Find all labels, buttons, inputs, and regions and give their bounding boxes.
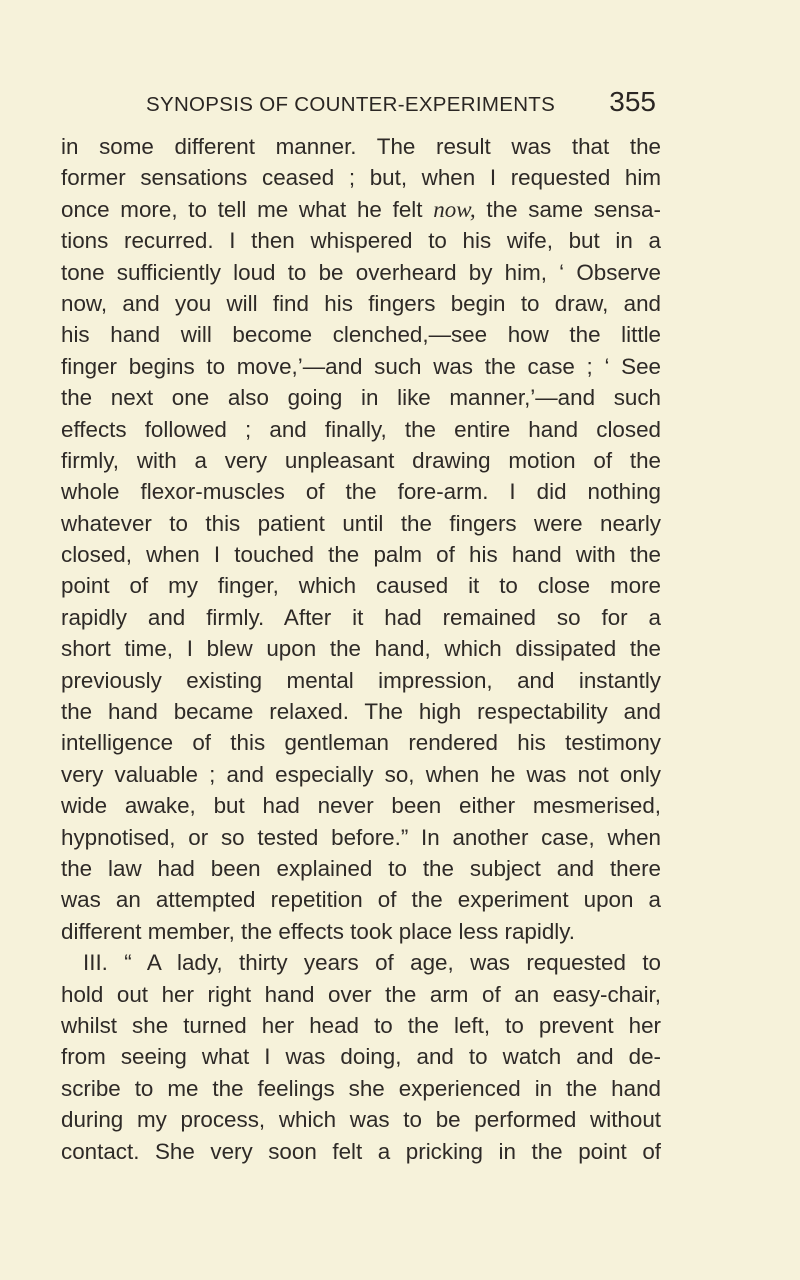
text-line: whole flexor-muscles of the fore-arm. I did nothing [61, 479, 661, 505]
text-line: hypnotised, or so tested before.” In another case, when [61, 824, 661, 850]
running-title: SYNOPSIS OF COUNTER-EXPERIMENTS [146, 93, 556, 116]
italic-emphasis: now, [433, 196, 476, 222]
text-line: intelligence of this gentleman rendered his testimony [61, 730, 661, 756]
text-line: contact. She very soon felt a pricking in the point of [61, 1138, 661, 1164]
text-line: the law had been explained to the subject and there [61, 855, 661, 881]
text-line: now, and you will find his fingers begin to draw, and [61, 290, 661, 316]
text-line: scribe to me the feelings she experienced in the hand [61, 1075, 661, 1101]
text-line: different member, the effects took place less rapidly. [61, 918, 576, 944]
text-line: previously existing mental impression, and instantly [61, 667, 661, 693]
body-text [61, 131, 661, 1167]
text-line: tions recurred. I then whispered to his wife, but in a [61, 228, 661, 254]
text-line: short time, I blew upon the hand, which dissipated the [61, 636, 661, 662]
text-line: point of my finger, which caused it to close more [61, 573, 661, 599]
text-line: the hand became relaxed. The high respectability and [61, 699, 661, 725]
text-line-start: once more, to tell me what he felt [61, 196, 423, 222]
text-line: during my process, which was to be performed without [61, 1107, 661, 1133]
text-line: whatever to this patient until the fingers were nearly [61, 510, 661, 536]
text-line: from seeing what I was doing, and to watch and de- [61, 1044, 661, 1070]
text-line: very valuable ; and especially so, when he was not only [61, 761, 661, 787]
text-line: the next one also going in like manner,’—and such [61, 385, 661, 411]
text-line: in some different manner. The result was that the [61, 134, 661, 159]
text-line: closed, when I touched the palm of his hand with the [61, 542, 661, 568]
text-line-section-start: III. “ A lady, thirty years of age, was requested to [83, 950, 661, 976]
page-number: 355 [609, 86, 656, 117]
running-head [146, 86, 656, 118]
text-line: effects followed ; and finally, the entire hand closed [61, 416, 661, 442]
text-line: hold out her right hand over the arm of an easy-chair, [61, 981, 661, 1007]
text-line: whilst she turned her head to the left, to prevent her [61, 1012, 661, 1038]
text-line: firmly, with a very unpleasant drawing motion of the [61, 447, 661, 473]
text-line: rapidly and firmly. After it had remained so for a [61, 604, 661, 630]
text-line: was an attempted repetition of the experiment upon a [61, 887, 661, 913]
text-line: his hand will become clenched,—see how the little [61, 322, 661, 348]
text-line: tone sufficiently loud to be overheard by him, ‘ Observe [61, 259, 661, 285]
text-line: former sensations ceased ; but, when I requested him [61, 165, 661, 191]
text-line: wide awake, but had never been either mesmerised, [61, 793, 661, 819]
text-line: finger begins to move,’—and such was the case ; ‘ See [61, 353, 661, 379]
text-line [61, 194, 661, 225]
text-line-end: the same sensa- [486, 196, 661, 222]
